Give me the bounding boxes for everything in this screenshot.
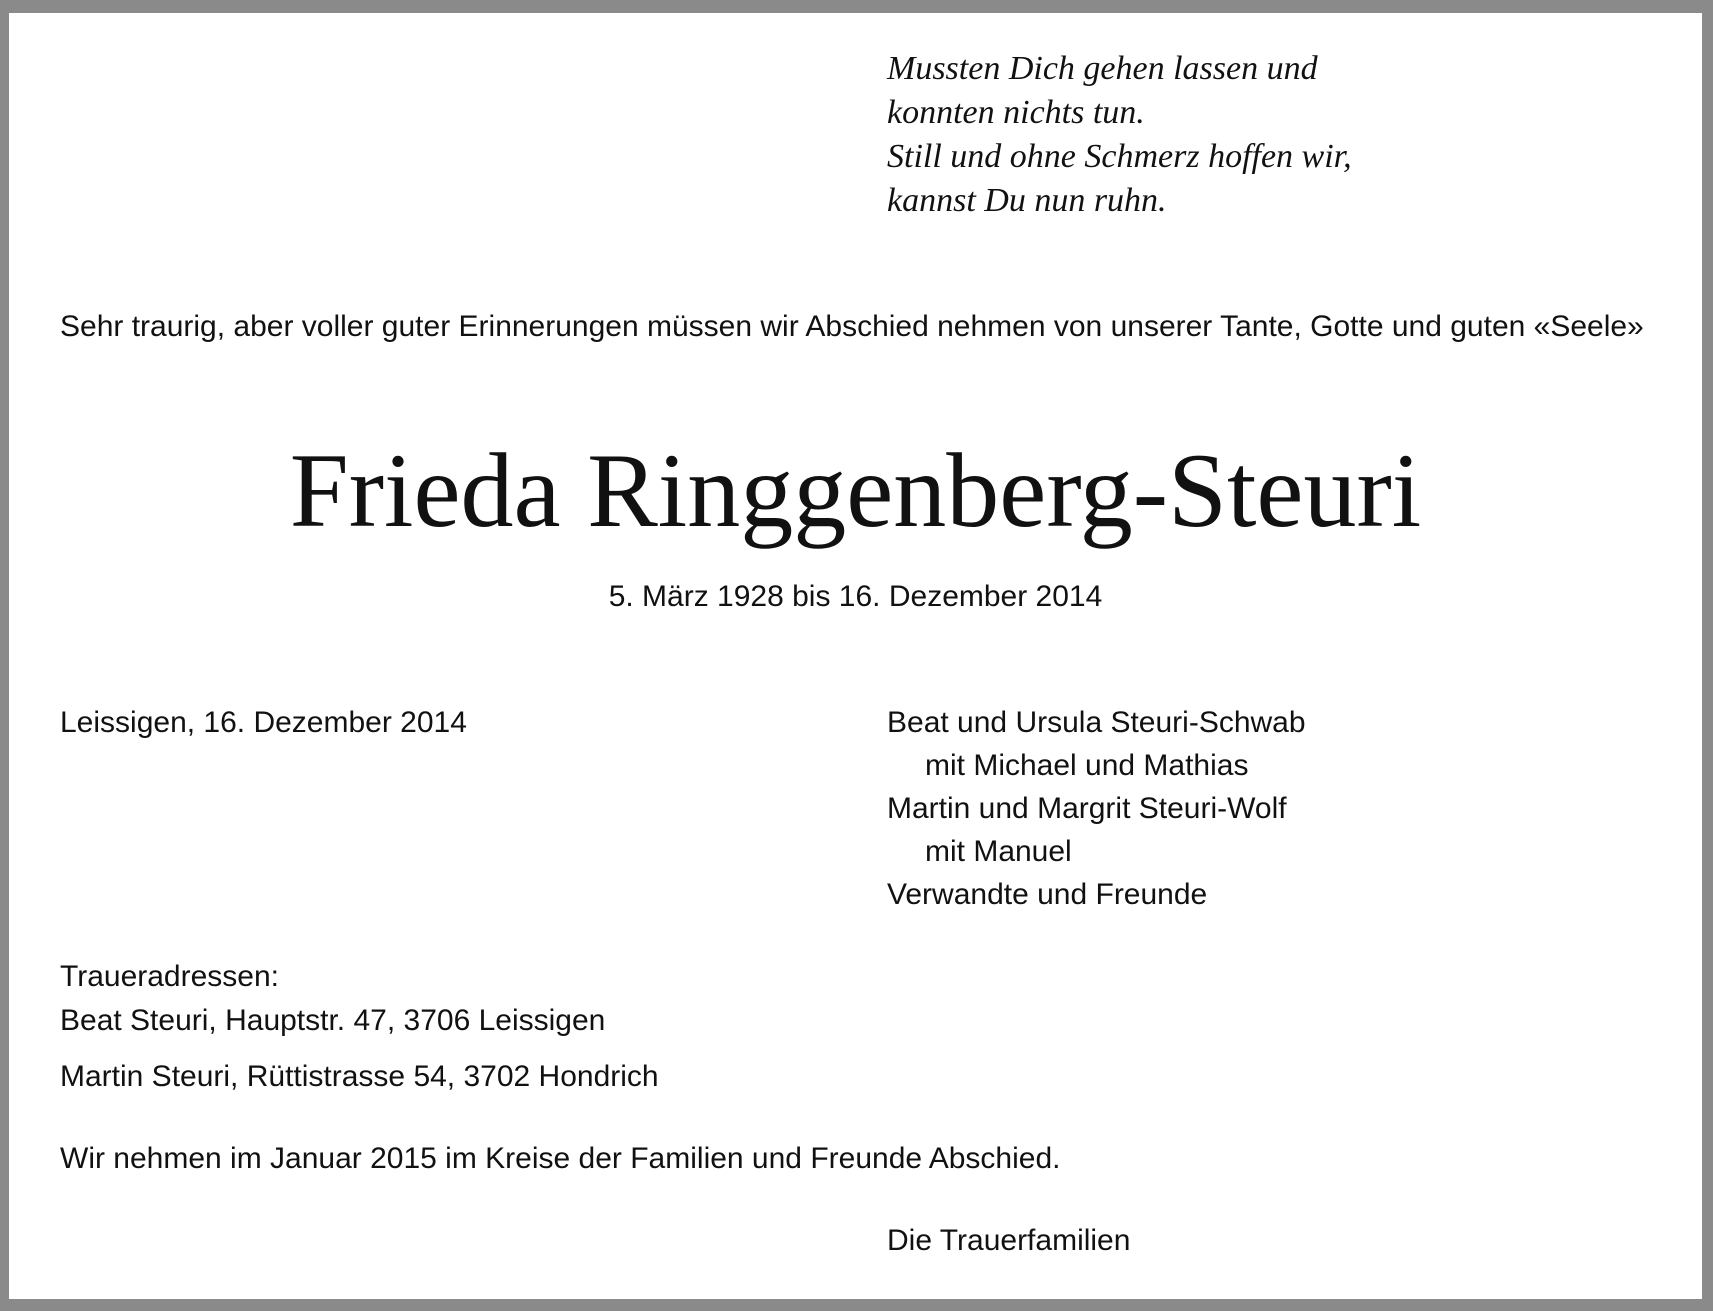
deceased-name: Frieda Ringgenberg-Steuri [289, 432, 1422, 549]
addresses-heading: Traueradressen: [60, 960, 279, 993]
family-line: mit Michael und Mathias [925, 749, 1249, 782]
family-line: Verwandte und Freunde [887, 878, 1208, 911]
addresses-block [60, 955, 659, 1099]
place-and-date: Leissigen, 16. Dezember 2014 [60, 706, 467, 739]
poem-line: konnten nichts tun. [887, 94, 1145, 131]
family-line: Beat und Ursula Steuri-Schwab [887, 706, 1306, 739]
signature: Die Trauerfamilien [887, 1224, 1131, 1257]
intro-text: Sehr traurig, aber voller guter Erinnerungen müssen wir Abschied nehmen von unserer Tante, Gotte und guten «Seele» [60, 310, 1644, 343]
farewell-text: Wir nehmen im Januar 2015 im Kreise der Familien und Freunde Abschied. [60, 1142, 1061, 1175]
obituary-page [9, 13, 1702, 1299]
poem-line: kannst Du nun ruhn. [887, 182, 1167, 219]
address-line: Beat Steuri, Hauptstr. 47, 3706 Leissigen [60, 1004, 606, 1037]
family-line: Martin und Margrit Steuri-Wolf [887, 792, 1287, 825]
family-line: mit Manuel [925, 835, 1072, 868]
life-dates: 5. März 1928 bis 16. Dezember 2014 [608, 580, 1103, 613]
poem-line: Mussten Dich gehen lassen und [887, 50, 1318, 87]
address-line: Martin Steuri, Rüttistrasse 54, 3702 Hondrich [60, 1060, 659, 1093]
family-list [887, 701, 1306, 916]
poem-line: Still und ohne Schmerz hoffen wir, [887, 138, 1352, 175]
poem [887, 47, 1352, 223]
